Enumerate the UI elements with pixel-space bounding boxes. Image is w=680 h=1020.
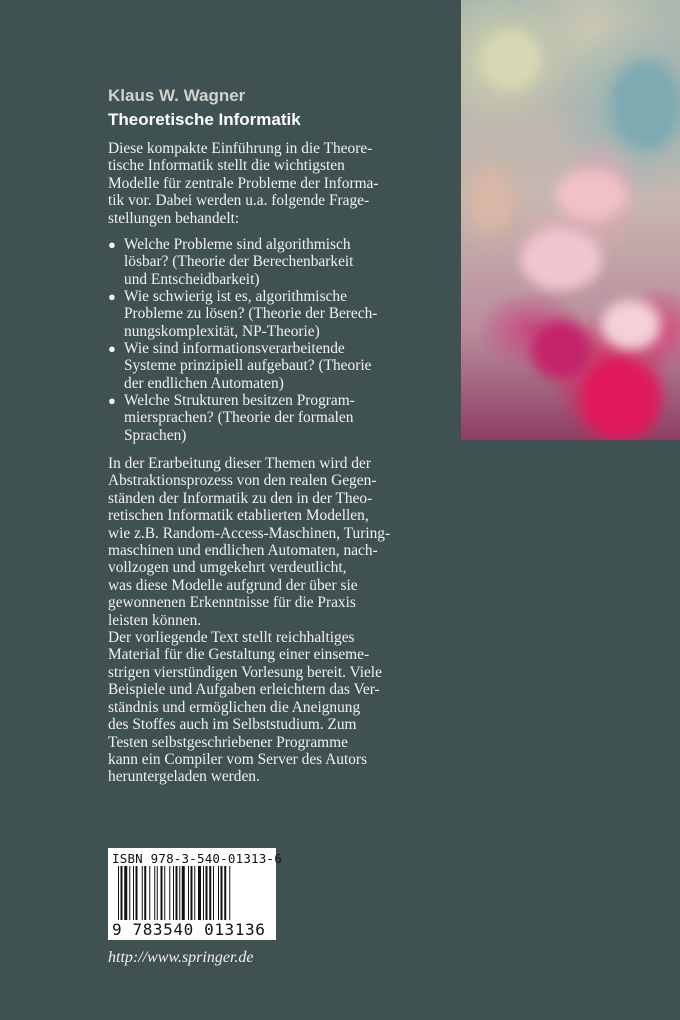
ean-digits: 9 783540 013136 bbox=[112, 920, 266, 939]
barcode-bar bbox=[149, 866, 150, 920]
barcode-bar bbox=[206, 866, 208, 920]
text-line: lösbar? (Theorie der Berechenbarkeit bbox=[124, 253, 354, 271]
text-line: Systeme prinzipiell aufgebaut? (Theorie bbox=[124, 357, 372, 375]
text-line: ständen der Informatik zu den in der Theo- bbox=[108, 489, 373, 507]
text-line: Beispiele und Aufgaben erleichtern das Ver- bbox=[108, 681, 380, 699]
publisher-url: http://www.springer.de bbox=[108, 949, 254, 966]
bullet-icon: ● bbox=[108, 289, 116, 304]
barcode-bar bbox=[188, 866, 189, 920]
barcode-bar bbox=[124, 866, 127, 920]
text-line: Wie sind informationsverarbeitende bbox=[124, 340, 345, 357]
text-line: strigen vierstündigen Vorlesung bereit. Viele bbox=[108, 663, 382, 681]
bullet-item bbox=[124, 288, 377, 340]
barcode-bar bbox=[144, 866, 146, 920]
text-line: heruntergeladen werden. bbox=[108, 768, 260, 786]
barcode-bar bbox=[198, 866, 201, 920]
barcode-bar bbox=[129, 866, 130, 920]
isbn-label: ISBN 978-3-540-01313-6 bbox=[112, 851, 282, 866]
artwork-blob bbox=[481, 30, 541, 90]
text-line: Abstraktionsprozess von den realen Gegen- bbox=[108, 472, 377, 490]
text-line: Testen selbstgeschriebener Programme bbox=[108, 733, 348, 751]
text-line: vollzogen und umgekehrt verdeutlicht, bbox=[108, 559, 347, 577]
description-paragraph bbox=[108, 455, 390, 786]
barcode-bar bbox=[142, 866, 143, 920]
text-line: Diese kompakte Einführung in die Theore- bbox=[108, 140, 373, 157]
text-line: Sprachen) bbox=[124, 426, 187, 444]
barcode-bar bbox=[213, 866, 214, 920]
text-line: In der Erarbeitung dieser Themen wird der bbox=[108, 455, 371, 472]
intro-paragraph bbox=[108, 140, 379, 227]
bullet-item bbox=[124, 236, 353, 288]
barcode-bar bbox=[136, 866, 138, 920]
artwork-blob bbox=[601, 300, 661, 350]
text-line: Welche Strukturen besitzen Program- bbox=[124, 392, 355, 409]
barcode-bar bbox=[161, 866, 163, 920]
barcode-bar bbox=[191, 866, 193, 920]
barcode-bar bbox=[121, 866, 123, 920]
barcode-bar bbox=[154, 866, 155, 920]
book-title: Theoretische Informatik bbox=[108, 110, 301, 129]
text-line: nungskomplexität, NP-Theorie) bbox=[124, 322, 320, 340]
barcode-bar bbox=[224, 866, 226, 920]
text-line: ständnis und ermöglichen die Aneignung bbox=[108, 698, 361, 716]
barcode-icon bbox=[118, 866, 268, 922]
text-line: retischen Informatik etablierten Modellen, bbox=[108, 507, 369, 525]
text-line: der endlichen Automaten) bbox=[124, 374, 284, 392]
barcode-bar bbox=[169, 866, 170, 920]
text-line: Material für die Gestaltung einer einseme- bbox=[108, 646, 370, 664]
text-line: Der vorliegende Text stellt reichhaltiges bbox=[108, 629, 355, 647]
barcode-bar bbox=[218, 866, 219, 920]
text-line: des Stoffes auch im Selbststudium. Zum bbox=[108, 716, 357, 734]
text-line: was diese Modelle aufgrund der über sie bbox=[108, 576, 358, 594]
text-line: Wie schwierig ist es, algorithmische bbox=[124, 288, 347, 305]
barcode-bar bbox=[179, 866, 180, 920]
artwork-blob bbox=[556, 170, 626, 220]
text-line: und Entscheidbarkeit) bbox=[124, 270, 260, 288]
text-line: miersprachen? (Theorie der formalen bbox=[124, 409, 354, 427]
text-line: leisten können. bbox=[108, 611, 202, 629]
text-line: Modelle für zentrale Probleme der Informa- bbox=[108, 174, 379, 192]
barcode-bar bbox=[118, 866, 119, 920]
barcode-bar bbox=[176, 866, 178, 920]
barcode-bar bbox=[157, 866, 158, 920]
text-line: Welche Probleme sind algorithmisch bbox=[124, 236, 351, 253]
barcode-bar bbox=[194, 866, 195, 920]
text-line: Probleme zu lösen? (Theorie der Berech- bbox=[124, 305, 378, 323]
barcode-bar bbox=[229, 866, 230, 920]
text-line: tische Informatik stellt die wichtigsten bbox=[108, 157, 345, 175]
barcode-bar bbox=[173, 866, 174, 920]
artwork-blob bbox=[581, 360, 661, 440]
bullet-icon: ● bbox=[108, 341, 116, 356]
bullet-item bbox=[124, 340, 371, 392]
barcode-bar bbox=[133, 866, 134, 920]
barcode-bar bbox=[221, 866, 223, 920]
bullet-icon: ● bbox=[108, 393, 116, 408]
bullet-item bbox=[124, 392, 355, 444]
artwork-blob bbox=[611, 60, 680, 150]
cover-artwork bbox=[461, 0, 680, 440]
artwork-blob bbox=[521, 230, 601, 290]
barcode-bar bbox=[164, 866, 165, 920]
text-line: wie z.B. Random-Access-Maschinen, Turing- bbox=[108, 524, 391, 542]
author-name: Klaus W. Wagner bbox=[108, 86, 246, 105]
artwork-blob bbox=[531, 320, 591, 380]
barcode-bar bbox=[182, 866, 185, 920]
artwork-blob bbox=[471, 170, 511, 230]
text-line: kann ein Compiler vom Server des Autors bbox=[108, 750, 368, 768]
barcode-bar bbox=[203, 866, 204, 920]
text-line: gewonnenen Erkenntnisse für die Praxis bbox=[108, 594, 356, 612]
bullet-icon: ● bbox=[108, 237, 116, 252]
barcode-bar bbox=[209, 866, 211, 920]
text-line: maschinen und endlichen Automaten, nach- bbox=[108, 542, 378, 560]
text-line: tik vor. Dabei werden u.a. folgende Frage- bbox=[108, 192, 370, 210]
text-line: stellungen behandelt: bbox=[108, 209, 240, 227]
